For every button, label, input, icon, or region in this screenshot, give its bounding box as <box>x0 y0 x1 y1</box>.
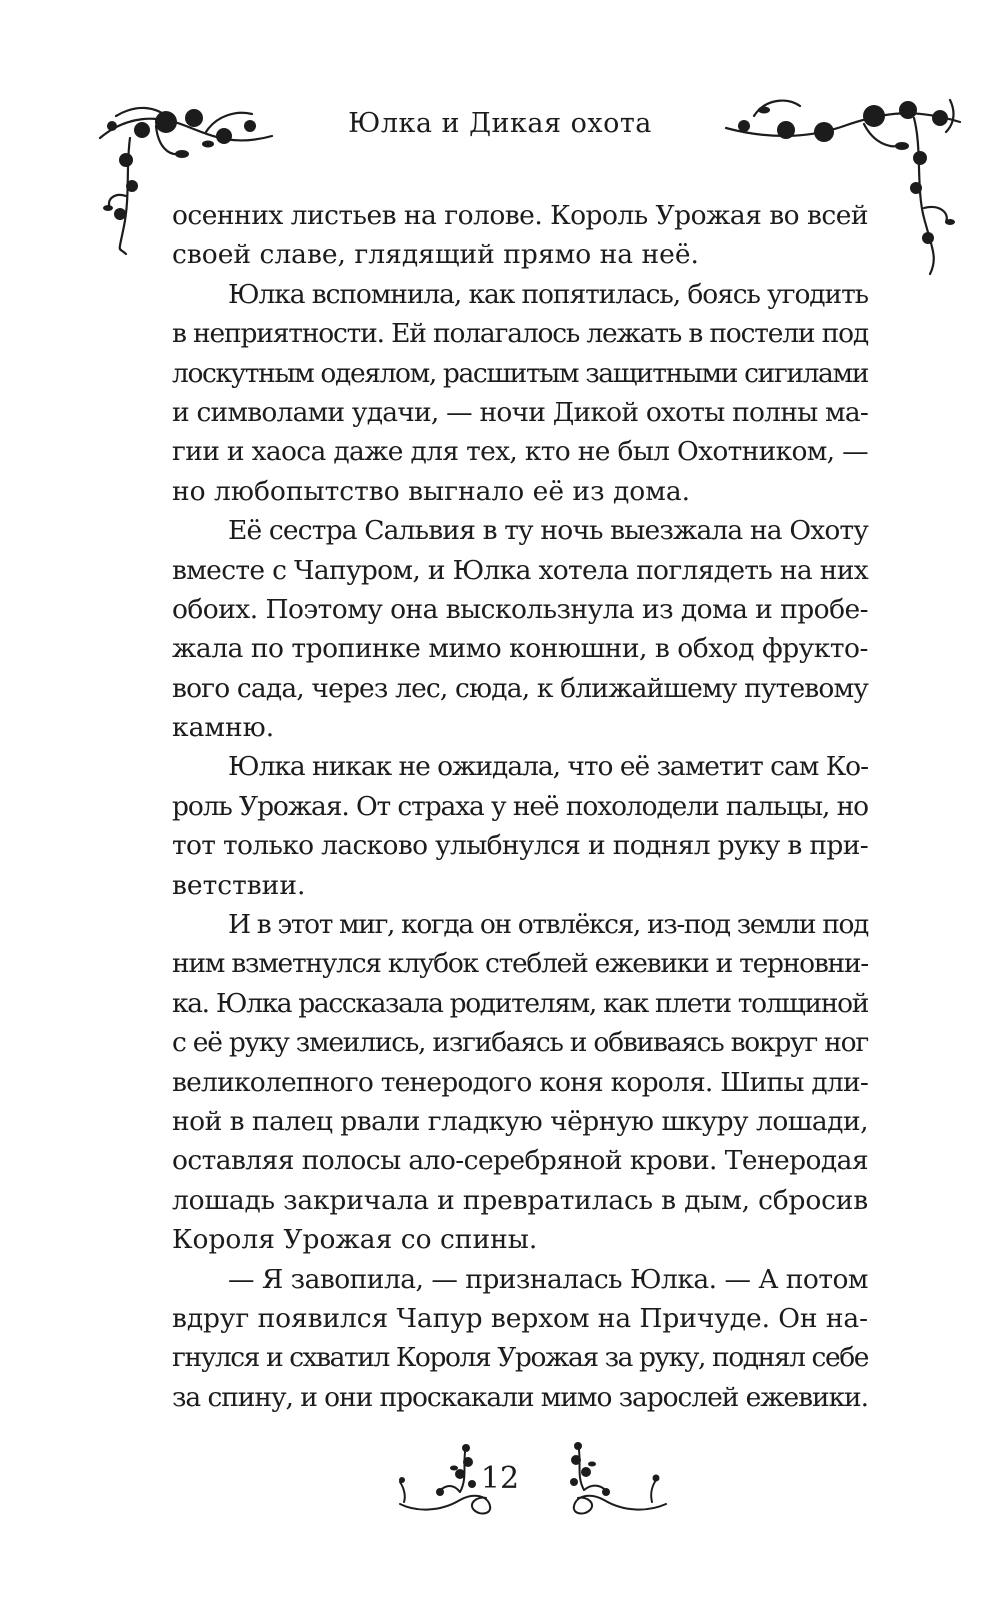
text-line: — Я завопила, — призналась Юлка. — А потом <box>228 1263 869 1295</box>
text-line: оставляя полосы ало-серебряной крови. Тенеродая <box>172 1145 869 1177</box>
text-line: вдруг появился Чапур верхом на Причуде. Он на- <box>172 1302 868 1334</box>
text-line: великолепного тенеродого коня короля. Шипы дли- <box>172 1066 868 1098</box>
text-line: роль Урожая. От страха у неё похолодели пальцы, но <box>172 790 869 822</box>
text-line: в неприятности. Ей полагалось лежать в постели под <box>172 318 868 350</box>
text-line: Короля Урожая со спины. <box>172 1224 538 1256</box>
text-line: Юлка никак не ожидала, что её заметит сам Ко- <box>228 751 869 783</box>
text-line: и символами удачи, — ночи Дикой охоты полны ма- <box>172 396 868 428</box>
text-line: тот только ласково улыбнулся и поднял руку в при- <box>172 830 868 862</box>
text-line: но любопытство выгнало её из дома. <box>172 475 691 507</box>
text-line: ка. Юлка рассказала родителям, как плети толщиной <box>172 987 869 1019</box>
text-line: ной в палец рвали гладкую чёрную шкуру лошади, <box>172 1105 869 1137</box>
text-line: лошадь закричала и превратилась в дым, сбросив <box>172 1184 869 1216</box>
text-line: жала по тропинке мимо конюшни, в обход фрукто- <box>172 633 868 665</box>
body-text <box>172 196 868 1417</box>
text-line: И в этот миг, когда он отвлёкся, из-под земли под <box>228 909 868 941</box>
text-line: обоих. Поэтому она выскользнула из дома и пробе- <box>172 593 869 625</box>
text-line: гнулся и схватил Короля Урожая за руку, поднял себе <box>172 1342 869 1374</box>
text-line: Её сестра Сальвия в ту ночь выезжала на Охоту <box>228 515 868 547</box>
page-number: 12 <box>480 1461 520 1496</box>
floral-flourish-icon <box>560 1442 670 1516</box>
text-line: ветствии. <box>172 869 306 901</box>
text-line: своей славе, глядящий прямо на неё. <box>172 239 699 271</box>
text-line: с её руку змеились, изгибаясь и обвиваясь вокруг ног <box>172 1027 869 1059</box>
running-title: Юлка и Дикая охота <box>348 108 652 139</box>
text-line: осенних листьев на голове. Король Урожая во всей <box>172 200 868 231</box>
text-line: гии и хаоса даже для тех, кто не был Охотником, — <box>172 436 868 468</box>
text-line: камню. <box>172 712 275 744</box>
text-line: вого сада, через лес, сюда, к ближайшему путевому <box>172 672 868 704</box>
text-line: ним взметнулся клубок стеблей ежевики и терновни- <box>172 948 868 980</box>
text-line: вместе с Чапуром, и Юлка хотела поглядеть на них <box>172 554 868 586</box>
text-line: за спину, и они проскакали мимо зарослей ежевики. <box>172 1381 868 1413</box>
text-line: лоскутным одеялом, расшитым защитными сигилами <box>172 357 868 389</box>
text-line: Юлка вспомнила, как попятилась, боясь угодить <box>228 278 868 310</box>
